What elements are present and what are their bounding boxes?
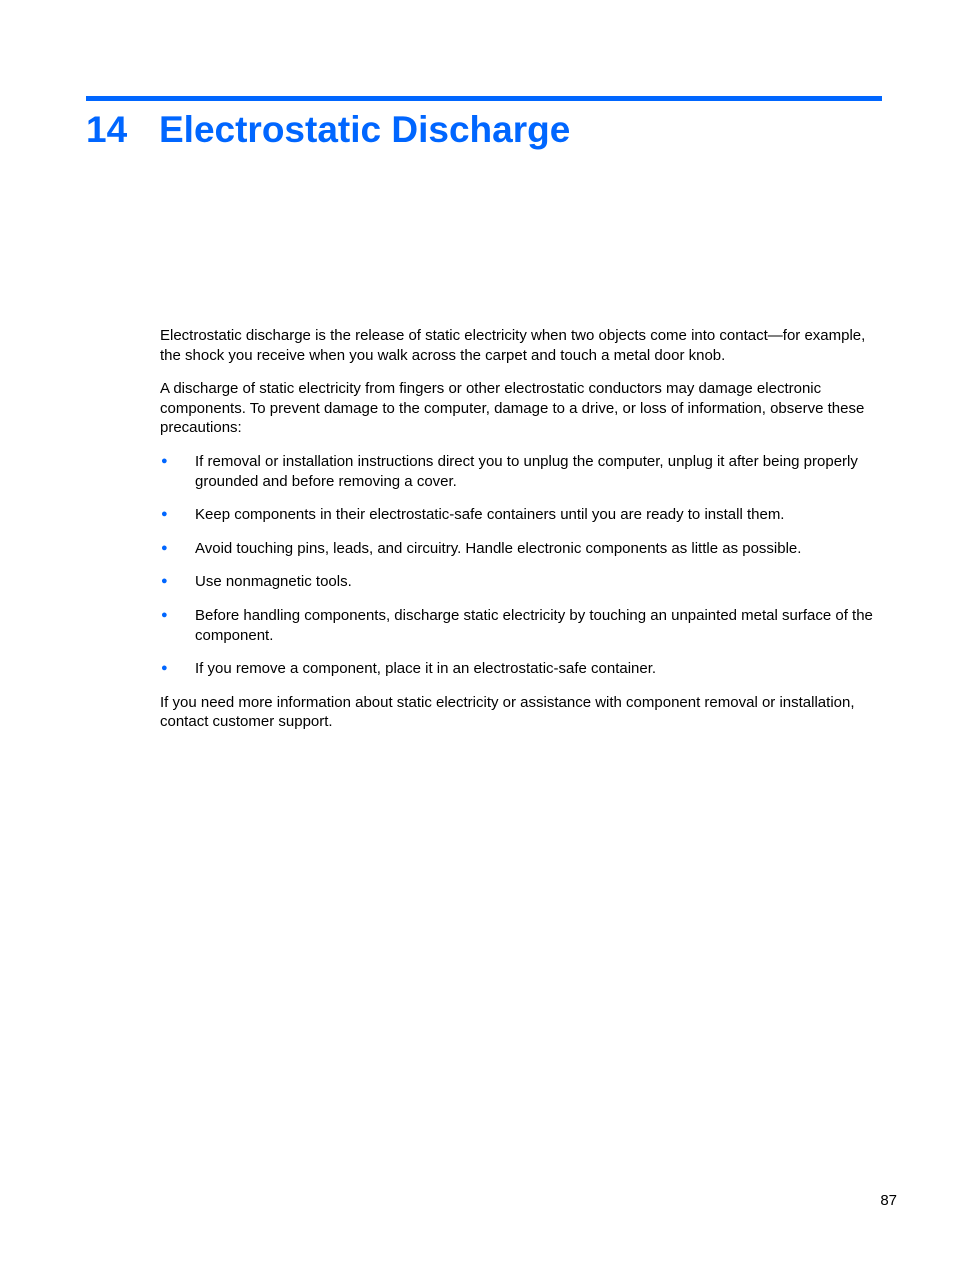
list-item (160, 606, 884, 645)
list-item (160, 505, 884, 525)
chapter-title: Electrostatic Discharge (159, 109, 571, 150)
list-item (160, 452, 884, 491)
list-item (160, 572, 884, 592)
chapter-content (160, 326, 884, 746)
bullet-icon: ● (161, 508, 168, 521)
intro-paragraph: Electrostatic discharge is the release of static electricity when two objects come into contact—for example, the shock you receive when you walk across the carpet and touch a metal door knob. (160, 327, 866, 364)
precaution-text: Avoid touching pins, leads, and circuitry. Handle electronic components as little as possible. (195, 539, 802, 557)
bullet-icon: ● (161, 608, 168, 621)
closing-paragraph: If you need more information about static electricity or assistance with component removal or installation, contact customer support. (160, 693, 855, 731)
bullet-icon: ● (161, 541, 168, 554)
precaution-text: If removal or installation instructions direct you to unplug the computer, unplug it after being properly grounded and before removing a cover. (195, 452, 858, 490)
bullet-icon: ● (161, 454, 168, 467)
precaution-text: Use nonmagnetic tools. (195, 573, 352, 591)
chapter-number: 14 (86, 109, 128, 150)
page-number: 87 (880, 1192, 897, 1209)
bullet-icon: ● (161, 662, 168, 675)
bullet-icon: ● (161, 575, 168, 588)
precaution-text: If you remove a component, place it in an electrostatic-safe container. (195, 660, 657, 678)
precaution-text: Before handling components, discharge static electricity by touching an unpainted metal surface of the component. (195, 606, 873, 644)
precautions-list (160, 452, 884, 679)
warning-paragraph: A discharge of static electricity from fingers or other electrostatic conductors may damage electronic components. To prevent damage to the computer, damage to a drive, or loss of information, observe these precautions: (160, 380, 865, 437)
list-item (160, 539, 884, 559)
precaution-text: Keep components in their electrostatic-safe containers until you are ready to install them. (195, 506, 785, 524)
list-item (160, 659, 884, 679)
chapter-rule (86, 96, 882, 101)
chapter-heading (86, 106, 570, 154)
